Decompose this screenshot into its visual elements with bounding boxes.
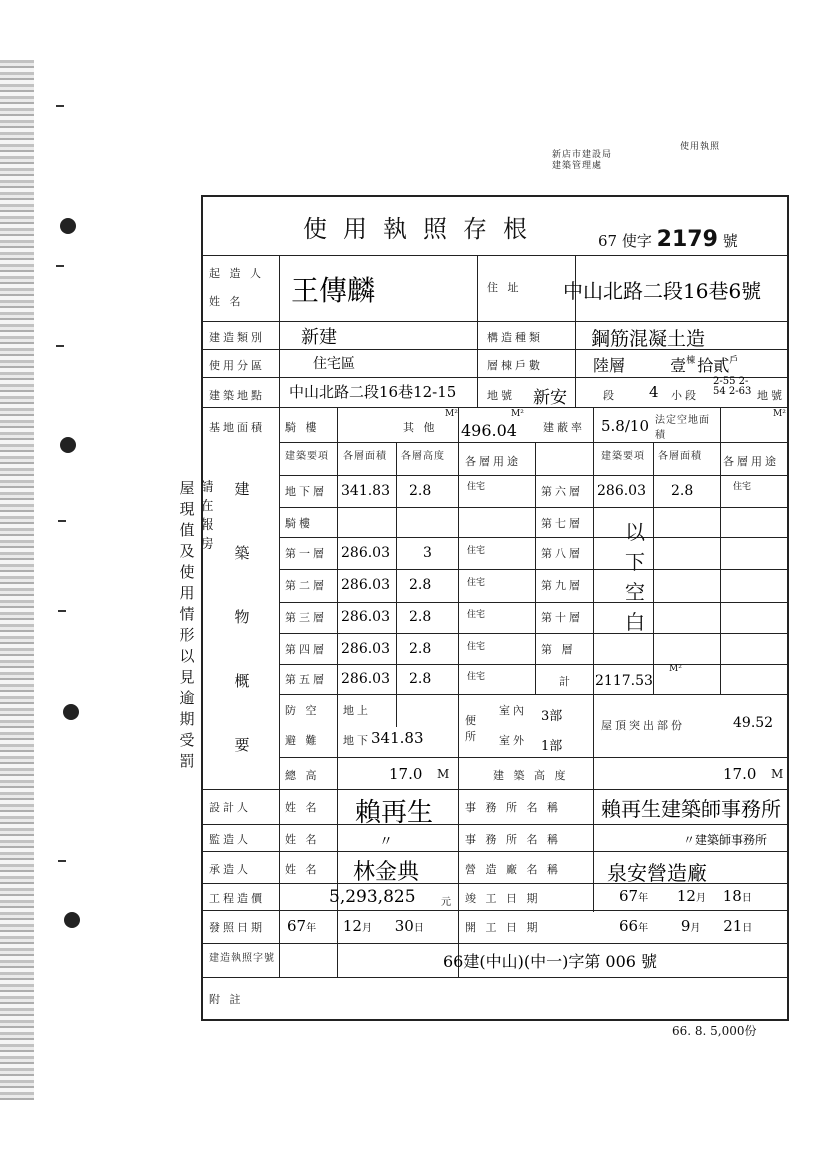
basement-label: 地下層 xyxy=(285,485,327,498)
print-run: 66. 8. 5,000份 xyxy=(672,1024,757,1038)
below-label: 地下 xyxy=(343,734,371,747)
f5-height: 2.8 xyxy=(409,671,432,687)
f9-label: 第九層 xyxy=(541,579,583,592)
binding-mark xyxy=(56,345,64,347)
site-small-value: 4 xyxy=(649,383,659,401)
address-value: 中山北路二段16巷6號 xyxy=(563,279,762,303)
arcade2-label: 騎樓 xyxy=(285,517,313,530)
site-nums-value: 2-55 2-54 2-63 xyxy=(713,376,752,397)
site-section-value: 新安 xyxy=(533,388,567,408)
arcade-label: 騎 樓 xyxy=(285,421,320,434)
binding-mark xyxy=(58,860,66,862)
f6-label: 第六層 xyxy=(541,485,583,498)
designer-office-value: 賴再生建築師事務所 xyxy=(601,797,781,821)
contractor-value: 林金典 xyxy=(353,860,420,885)
builder-value: 王傳麟 xyxy=(291,274,376,307)
f6-area: 286.03 xyxy=(597,483,646,499)
toilet-indoor-value: 3部 xyxy=(541,709,563,724)
unit-m: M xyxy=(771,767,784,781)
roof-value: 49.52 xyxy=(733,715,774,731)
agency-stamp: 新店市建設局 建築管理處 xyxy=(552,150,613,171)
total-label: 計 xyxy=(559,675,573,688)
total-area: 2117.53 xyxy=(595,673,653,689)
issue-date-label: 發照日期 xyxy=(209,921,265,934)
site-address-value: 中山北路二段16巷12-15 xyxy=(289,383,457,401)
permit-form xyxy=(201,195,789,1021)
toilet-outdoor-value: 1部 xyxy=(541,739,563,754)
f6-height: 2.8 xyxy=(671,483,694,499)
builder-name-label: 姓 名 xyxy=(209,295,244,308)
form-title: 使用執照存根 xyxy=(303,215,543,243)
bldg-height-label: 建 築 高 度 xyxy=(493,769,569,782)
address-label: 住 址 xyxy=(487,281,522,294)
unit-m2: M² xyxy=(669,664,682,674)
use-header-2: 各層用途 xyxy=(723,455,779,468)
use-zone-value: 住宅區 xyxy=(313,356,355,372)
cost-label: 工程造價 xyxy=(209,892,265,905)
above-label: 地上 xyxy=(343,704,371,717)
completion-date: 67年 12月 18日 xyxy=(619,887,752,905)
area-header: 各層面積 xyxy=(343,451,387,462)
site-num-label-2: 地號 xyxy=(757,389,785,402)
bldg-height-value: 17.0 xyxy=(723,765,757,783)
unit-yuan: 元 xyxy=(441,897,451,908)
item-header-2: 建築要項 xyxy=(601,451,645,462)
lane-label: 段 xyxy=(603,389,617,402)
area-header-2: 各層面積 xyxy=(658,451,702,462)
small-lane-label: 小段 xyxy=(671,389,699,402)
coverage-label: 建蔽率 xyxy=(543,421,585,434)
cost-value: 5,293,825 xyxy=(329,887,416,907)
f4-area: 286.03 xyxy=(341,641,390,657)
unit-m2: M² xyxy=(511,409,524,419)
supervisor-label: 監造人 xyxy=(209,833,251,846)
f3-area: 286.03 xyxy=(341,609,390,625)
item-header: 建築要項 xyxy=(285,451,329,462)
binding-mark xyxy=(58,610,66,612)
designer-value: 賴再生 xyxy=(355,798,434,828)
designer-office-label: 事 務 所 名 稱 xyxy=(465,801,561,814)
shelter-label-2: 避 難 xyxy=(285,734,320,747)
f1-height: 3 xyxy=(423,545,432,561)
floors-value: 陸層 壹 棟 拾貳 戶 xyxy=(593,356,739,375)
f4-label: 第四層 xyxy=(285,643,327,656)
f4-use: 住宅 xyxy=(467,642,486,652)
f2-use: 住宅 xyxy=(467,578,486,588)
permit-number-value: 66建(中山)(中一)字第 006 號 xyxy=(443,952,658,971)
basement-area: 341.83 xyxy=(341,483,390,499)
toilet-label: 便所 xyxy=(465,714,476,743)
agency-stamp-2: 使用執照 xyxy=(680,142,721,152)
basement-height: 2.8 xyxy=(409,483,432,499)
punch-hole-2 xyxy=(60,437,76,453)
remarks-label: 附 註 xyxy=(209,993,244,1006)
issue-date: 67年 12月 30日 xyxy=(287,917,424,935)
f5-use: 住宅 xyxy=(467,672,486,682)
begin-date: 66年 9月 21日 xyxy=(619,917,753,935)
use-header: 各層用途 xyxy=(465,455,521,468)
completion-label: 竣 工 日 期 xyxy=(465,892,541,905)
shelter-label: 防 空 xyxy=(285,704,320,717)
total-height-value: 17.0 xyxy=(389,765,423,783)
supervisor-name-label: 姓 名 xyxy=(285,833,320,846)
f3-use: 住宅 xyxy=(467,610,486,620)
f5-label: 第五層 xyxy=(285,673,327,686)
designer-name-label: 姓 名 xyxy=(285,801,320,814)
f5-area: 286.03 xyxy=(341,671,390,687)
f2-area: 286.03 xyxy=(341,577,390,593)
side-note: 屋現值及使用情形以見逾期受罰 xyxy=(179,479,195,770)
unit-m2: M² xyxy=(445,409,458,419)
punch-hole-3 xyxy=(63,704,79,720)
site-address-label: 建築地點 xyxy=(209,389,265,402)
binding-mark xyxy=(56,265,64,267)
punch-hole-1 xyxy=(60,218,76,234)
building-summary-label: 建築物概要 xyxy=(234,480,250,754)
f3-label: 第三層 xyxy=(285,611,327,624)
begin-date-label: 開 工 日 期 xyxy=(465,921,541,934)
other-label: 其 他 xyxy=(403,421,438,434)
height-header: 各層高度 xyxy=(401,451,445,462)
floor-label: 第 層 xyxy=(541,643,576,656)
binding-mark xyxy=(58,520,66,522)
supervisor-office-label: 事 務 所 名 稱 xyxy=(465,833,561,846)
category-label: 建造類別 xyxy=(209,331,265,344)
category-value: 新建 xyxy=(301,327,337,348)
f2-height: 2.8 xyxy=(409,577,432,593)
other-area-value: 496.04 xyxy=(461,421,517,440)
firm-label: 營 造 廠 名 稱 xyxy=(465,863,561,876)
unit-m2: M² xyxy=(773,409,786,419)
f1-label: 第一層 xyxy=(285,547,327,560)
punch-hole-4 xyxy=(64,912,80,928)
contractor-label: 承造人 xyxy=(209,863,251,876)
scan-edge xyxy=(0,60,34,1100)
permit-no-label: 建造執照字號 xyxy=(209,953,275,964)
basement-use: 住宅 xyxy=(467,482,486,492)
indoor-label: 室內 xyxy=(499,704,527,717)
binding-mark xyxy=(56,105,64,107)
firm-value: 泉安營造廠 xyxy=(607,861,707,885)
contractor-name-label: 姓 名 xyxy=(285,863,320,876)
f3-height: 2.8 xyxy=(409,609,432,625)
use-zone-label: 使用分區 xyxy=(209,359,265,372)
permit-number: 67 使字 2179 號 xyxy=(598,227,738,252)
shelter-below-value: 341.83 xyxy=(371,729,424,747)
structure-label: 構造種類 xyxy=(487,331,543,344)
structure-value: 鋼筋混凝土造 xyxy=(591,328,706,350)
f7-label: 第七層 xyxy=(541,517,583,530)
f1-area: 286.03 xyxy=(341,545,390,561)
area-label: 基地面積 xyxy=(209,421,265,434)
floors-label: 層棟戶數 xyxy=(487,359,543,372)
blank-below-note: 以下空白 xyxy=(625,520,645,634)
f4-height: 2.8 xyxy=(409,641,432,657)
f2-label: 第二層 xyxy=(285,579,327,592)
outdoor-label: 室外 xyxy=(499,734,527,747)
roof-label: 屋頂突出部份 xyxy=(601,719,685,732)
builder-label: 起 造 人 xyxy=(209,267,264,280)
f10-label: 第十層 xyxy=(541,611,583,624)
supervisor-value: 〃 xyxy=(379,834,393,850)
unit-m: M xyxy=(437,767,450,781)
side-note-2: 請在報房 xyxy=(200,480,214,552)
total-height-label: 總 高 xyxy=(285,769,320,782)
legal-area-label: 法定空地面積 xyxy=(655,415,710,441)
site-num-label: 地號 xyxy=(487,389,515,402)
supervisor-office-value: 〃建築師事務所 xyxy=(683,833,768,847)
designer-label: 設計人 xyxy=(209,801,251,814)
f1-use: 住宅 xyxy=(467,546,486,556)
f6-use: 住宅 xyxy=(733,482,752,492)
coverage-value: 5.8/10 xyxy=(601,417,649,435)
f8-label: 第八層 xyxy=(541,547,583,560)
